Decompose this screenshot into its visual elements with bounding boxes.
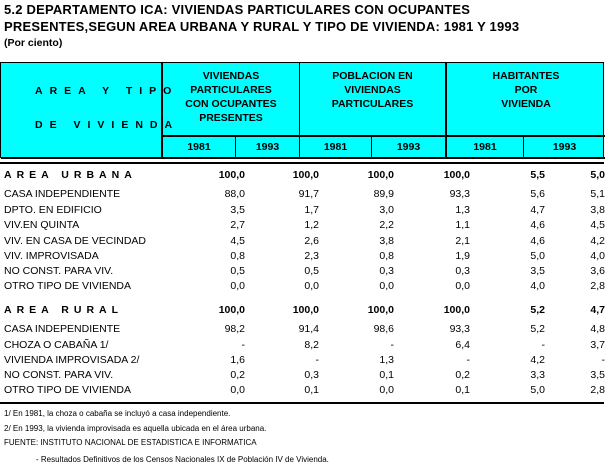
table-row xyxy=(0,249,604,264)
row-label: DPTO. EN EDIFICIO xyxy=(4,204,102,216)
row-value: 4,5 xyxy=(590,219,605,231)
row-value: 3,8 xyxy=(590,204,605,216)
row-value: 3,6 xyxy=(590,265,605,277)
row-label: VIVIENDA IMPROVISADA 2/ xyxy=(4,354,140,366)
footnote-2: 2/ En 1993, la vivienda improvisada es aquella ubicada en el área urbana. xyxy=(4,424,267,433)
row-value: 0,1 xyxy=(455,384,470,396)
row-value: 0,8 xyxy=(379,250,394,262)
row-value: 3,5 xyxy=(530,265,545,277)
row-value: 2,1 xyxy=(455,235,470,247)
row-value: 2,3 xyxy=(304,250,319,262)
table-row xyxy=(0,279,604,294)
row-label: AREA RURAL xyxy=(4,304,124,316)
row-label: VIV. EN CASA DE VECINDAD xyxy=(4,235,146,247)
table-row xyxy=(0,218,604,233)
header-de-vivienda: DE VIVIENDA xyxy=(35,119,180,131)
row-value: 8,2 xyxy=(304,339,319,351)
row-label: AREA URBANA xyxy=(4,169,137,181)
unit-label: (Por ciento) xyxy=(4,37,63,49)
row-value: - xyxy=(315,354,319,366)
table-row xyxy=(0,264,604,279)
row-value: 0,8 xyxy=(230,250,245,262)
table-header xyxy=(0,62,604,158)
row-value: 1,3 xyxy=(455,204,470,216)
row-value: 0,5 xyxy=(304,265,319,277)
row-label: CASA INDEPENDIENTE xyxy=(4,323,121,335)
row-value: 2,6 xyxy=(304,235,319,247)
row-value: 0,0 xyxy=(379,280,394,292)
row-value: 88,0 xyxy=(224,188,245,200)
year-header: 1993 xyxy=(396,141,421,153)
row-value: 4,6 xyxy=(530,219,545,231)
row-value: 0,5 xyxy=(230,265,245,277)
row-label: CHOZA O CABAÑA 1/ xyxy=(4,339,109,351)
row-value: 5,5 xyxy=(530,169,545,181)
row-value: 4,7 xyxy=(530,204,545,216)
row-value: 3,7 xyxy=(590,339,605,351)
year-header: 1993 xyxy=(255,141,280,153)
row-value: 1,3 xyxy=(379,354,394,366)
row-value: 98,2 xyxy=(224,323,245,335)
row-value: 4,6 xyxy=(530,235,545,247)
row-value: 100,0 xyxy=(292,169,319,181)
row-value: 3,0 xyxy=(379,204,394,216)
row-value: 4,8 xyxy=(590,323,605,335)
row-value: 0,0 xyxy=(379,384,394,396)
row-value: 100,0 xyxy=(367,169,394,181)
row-label: OTRO TIPO DE VIVIENDA xyxy=(4,384,131,396)
row-value: 3,8 xyxy=(379,235,394,247)
header-area-tipo: AREA Y TIPO xyxy=(35,85,179,97)
header-group-viviendas: VIVIENDAS PARTICULARES CON OCUPANTES PRESENTES xyxy=(185,70,277,124)
year-header: 1981 xyxy=(323,141,348,153)
row-label: OTRO TIPO DE VIVIENDA xyxy=(4,280,131,292)
row-value: 100,0 xyxy=(367,304,394,316)
row-value: 100,0 xyxy=(443,304,470,316)
row-value: 98,6 xyxy=(373,323,394,335)
table-row xyxy=(0,322,604,337)
row-value: 2,7 xyxy=(230,219,245,231)
table-row xyxy=(0,383,604,398)
table-title-line-2: PRESENTES,SEGUN AREA URBANA Y RURAL Y TIPO DE VIVIENDA: 1981 Y 1993 xyxy=(4,19,520,34)
row-value: 4,5 xyxy=(230,235,245,247)
row-value: 91,4 xyxy=(298,323,319,335)
row-value: 0,3 xyxy=(304,369,319,381)
row-value: 1,7 xyxy=(304,204,319,216)
section-row xyxy=(0,303,604,318)
footnote-1: 1/ En 1981, la choza o cabaña se incluyó a casa independiente. xyxy=(4,409,231,418)
row-value: 4,7 xyxy=(590,304,605,316)
table-row xyxy=(0,338,604,353)
row-value: 1,2 xyxy=(304,219,319,231)
row-value: 1,6 xyxy=(230,354,245,366)
row-value: 3,3 xyxy=(530,369,545,381)
row-value: 4,0 xyxy=(590,250,605,262)
row-value: 5,2 xyxy=(530,304,545,316)
row-value: 0,1 xyxy=(379,369,394,381)
source-detail: - Resultados Definitivos de los Censos Nacionales IX de Población IV de Vivienda. xyxy=(36,455,329,464)
row-value: 0,2 xyxy=(230,369,245,381)
row-value: 100,0 xyxy=(218,169,245,181)
row-value: 2,8 xyxy=(590,280,605,292)
row-value: 89,9 xyxy=(373,188,394,200)
row-value: 93,3 xyxy=(449,323,470,335)
row-value: 1,1 xyxy=(455,219,470,231)
row-value: 4,2 xyxy=(590,235,605,247)
row-value: 2,2 xyxy=(379,219,394,231)
row-value: - xyxy=(601,354,605,366)
row-value: - xyxy=(541,339,545,351)
row-value: 93,3 xyxy=(449,188,470,200)
row-value: 5,0 xyxy=(590,169,605,181)
row-value: 5,0 xyxy=(530,250,545,262)
table-row xyxy=(0,203,604,218)
table-row xyxy=(0,353,604,368)
row-value: 4,2 xyxy=(530,354,545,366)
row-value: 0,0 xyxy=(455,280,470,292)
row-value: 4,0 xyxy=(530,280,545,292)
section-row xyxy=(0,168,604,183)
header-group-poblacion: POBLACION EN VIVIENDAS PARTICULARES xyxy=(331,70,414,110)
source-note: FUENTE: INSTITUTO NACIONAL DE ESTADISTICA E INFORMATICA xyxy=(4,438,257,447)
table-row xyxy=(0,368,604,383)
row-value: 0,1 xyxy=(304,384,319,396)
row-value: 0,0 xyxy=(230,384,245,396)
row-label: NO CONST. PARA VIV. xyxy=(4,265,114,277)
row-value: 1,9 xyxy=(455,250,470,262)
row-label: NO CONST. PARA VIV. xyxy=(4,369,114,381)
row-value: 100,0 xyxy=(218,304,245,316)
row-value: 91,7 xyxy=(298,188,319,200)
row-value: 5,0 xyxy=(530,384,545,396)
table-bottom-rule xyxy=(0,402,604,404)
header-group-habitantes: HABITANTES POR VIVIENDA xyxy=(492,70,560,110)
table-row xyxy=(0,187,604,202)
row-value: 3,5 xyxy=(590,369,605,381)
table-row xyxy=(0,234,604,249)
row-value: 0,2 xyxy=(455,369,470,381)
row-value: 3,5 xyxy=(230,204,245,216)
row-value: 0,0 xyxy=(230,280,245,292)
row-value: 0,3 xyxy=(379,265,394,277)
row-value: 0,0 xyxy=(304,280,319,292)
year-header: 1981 xyxy=(187,141,211,153)
row-value: 100,0 xyxy=(443,169,470,181)
year-header: 1993 xyxy=(552,141,577,153)
row-value: - xyxy=(390,339,394,351)
table-title-line-1: 5.2 DEPARTAMENTO ICA: VIVIENDAS PARTICULARES CON OCUPANTES xyxy=(4,2,471,17)
row-value: - xyxy=(241,339,245,351)
row-value: 5,1 xyxy=(590,188,605,200)
row-label: VIV.EN QUINTA xyxy=(4,219,80,231)
row-value: 100,0 xyxy=(292,304,319,316)
row-value: 0,3 xyxy=(455,265,470,277)
row-value: 6,4 xyxy=(455,339,470,351)
row-label: CASA INDEPENDIENTE xyxy=(4,188,121,200)
header-bottom-rule xyxy=(0,162,604,164)
row-value: 2,8 xyxy=(590,384,605,396)
year-header: 1981 xyxy=(473,141,497,153)
row-value: - xyxy=(466,354,470,366)
row-value: 5,2 xyxy=(530,323,545,335)
row-label: VIV. IMPROVISADA xyxy=(4,250,99,262)
row-value: 5,6 xyxy=(530,188,545,200)
